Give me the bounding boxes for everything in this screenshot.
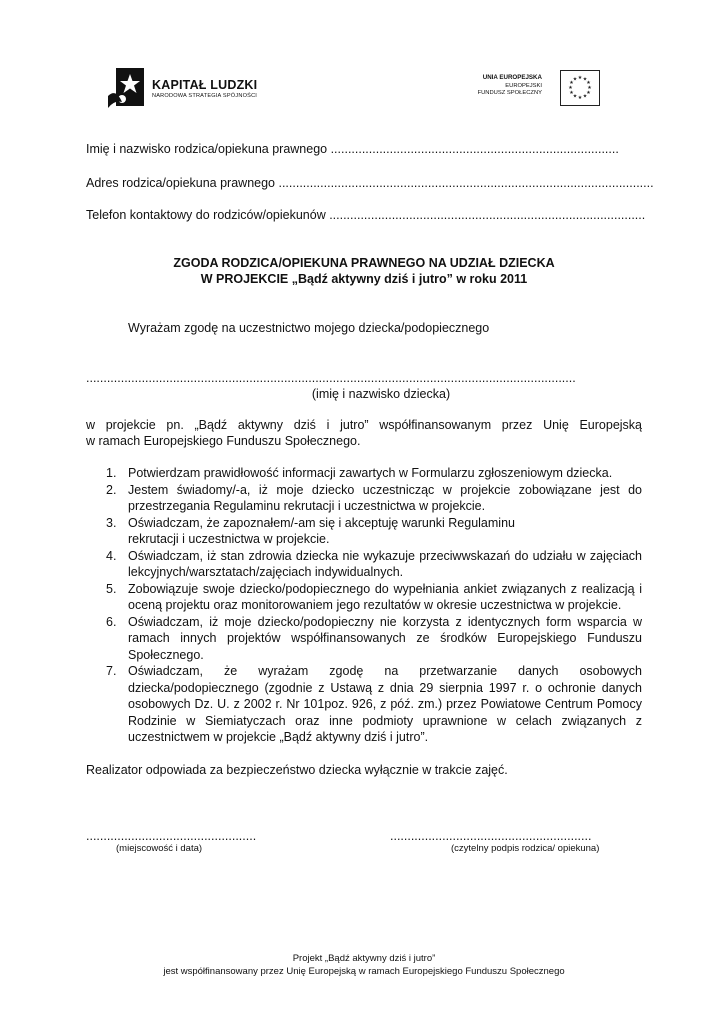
footer-line2: jest współfinansowany przez Unię Europejską w ramach Europejskiego Funduszu Społecznego (163, 966, 565, 977)
list-item: 6. Oświadczam, iż moje dziecko/podopieczny nie korzysta z identycznych form wsparcia w ramach innych projektów współfinansowanych ze środków Europejskiego Funduszu Społecznego. (106, 614, 642, 662)
svg-text:★: ★ (572, 76, 578, 83)
eu-flag-icon (560, 70, 600, 106)
signature-field[interactable]: .......................................................... (390, 829, 592, 843)
eu-line3: FUNDUSZ SPOŁECZNY (477, 90, 542, 96)
svg-text:★: ★ (586, 90, 591, 96)
footer-line1: Projekt „Bądź aktywny dziś i jutro” (292, 953, 436, 964)
signature-caption: (czytelny podpis rodzica/ opiekuna) (451, 843, 600, 854)
closing-statement: Realizator odpowiada za bezpieczeństwo dziecka wyłącznie w trakcie zajęć. (86, 763, 508, 777)
svg-text:★: ★ (587, 85, 592, 91)
kapital-ludzki-title: KAPITAŁ LUDZKI (152, 78, 258, 92)
child-name-caption: (imię i nazwisko dziecka) (311, 387, 451, 401)
kapital-ludzki-emblem-icon (108, 66, 148, 112)
svg-text:★: ★ (577, 95, 583, 101)
project-text-line1: w projekcie pn. „Bądź aktywny dziś i jutro” współfinansowanym przez Unię Europejską (86, 418, 642, 432)
parent-name-field[interactable]: Imię i nazwisko rodzica/opiekuna prawnego ................................................................................... (86, 142, 619, 156)
svg-text:★: ★ (582, 76, 588, 83)
kapital-ludzki-subtitle: NARODOWA STRATEGIA SPÓJNOŚCI (152, 93, 258, 99)
list-item: 1. Potwierdzam prawidłowość informacji zawartych w Formularzu zgłoszeniowym dziecka. (106, 466, 613, 480)
list-item: 2. Jestem świadomy/-a, iż moje dziecko uczestnicząc w projekcie zobowiązane jest do przestrzegania Regulaminu rekrutacji i uczestnictwa w projekcie. (106, 482, 642, 513)
svg-text:★: ★ (569, 90, 574, 96)
parent-phone-field[interactable]: Telefon kontaktowy do rodziców/opiekunów ........................................................................................... (86, 208, 646, 222)
svg-text:★: ★ (582, 93, 588, 100)
declarations-list (86, 465, 642, 746)
eu-line2: EUROPEJSKI (505, 83, 542, 89)
svg-text:★: ★ (577, 75, 583, 81)
place-date-caption: (miejscowość i data) (116, 843, 203, 854)
svg-text:★: ★ (586, 80, 591, 86)
document-title-line1: ZGODA RODZICA/OPIEKUNA PRAWNEGO NA UDZIAŁ DZIECKA (173, 256, 555, 270)
parent-address-field[interactable]: Adres rodzica/opiekuna prawnego ............................................................................................................ (86, 176, 654, 190)
child-name-field[interactable]: ............................................................................................................................................. (86, 371, 576, 385)
document-title-line2: W PROJEKCIE „Bądź aktywny dziś i jutro” w roku 2011 (200, 272, 528, 286)
consent-intro: Wyrażam zgodę na uczestnictwo mojego dziecka/podopiecznego (128, 321, 490, 335)
eu-line1: UNIA EUROPEJSKA (482, 74, 542, 81)
list-item: 7. Oświadczam, że wyrażam zgodę na przetwarzanie danych osobowych dziecka/podopiecznego (zgodnie z Ustawą z dnia 29 sierpnia 1997 r. o ochronie danych osobowych Dz. U. z 2002 r. Nr 101poz. 926, z póź. zm.) przez Powiatowe Centrum Pomocy Rodzinie w Siemiatyczach oraz inne podmioty uprawnione w celach związanych z uczestnictwem w projekcie „Bądź aktywny dziś i jutro”. (106, 664, 642, 744)
svg-text:★: ★ (572, 93, 578, 100)
list-item: 5. Zobowiązuje swoje dziecko/podopiecznego do wypełniania ankiet związanych z realizacją i oceną projektu oraz monitorowaniem jego rezultatów w okresie uczestnictwa w projekcie. (106, 581, 642, 612)
list-item: 4. Oświadczam, iż stan zdrowia dziecka nie wykazuje przeciwwskazań do udziału w zajęciach lekcyjnych/warsztatach/zajęciach indywidualnych. (106, 548, 642, 579)
project-text-line2: w ramach Europejskiego Funduszu Społecznego. (86, 434, 361, 448)
eu-logo (466, 70, 600, 106)
svg-text:★: ★ (569, 80, 574, 86)
list-item: 3. Oświadczam, że zapoznałem/-am się i akceptuję warunki Regulaminu rekrutacji i uczestnictwa w projekcie. (106, 515, 515, 546)
svg-text:★: ★ (568, 85, 573, 91)
place-date-field[interactable]: ................................................. (86, 829, 257, 843)
